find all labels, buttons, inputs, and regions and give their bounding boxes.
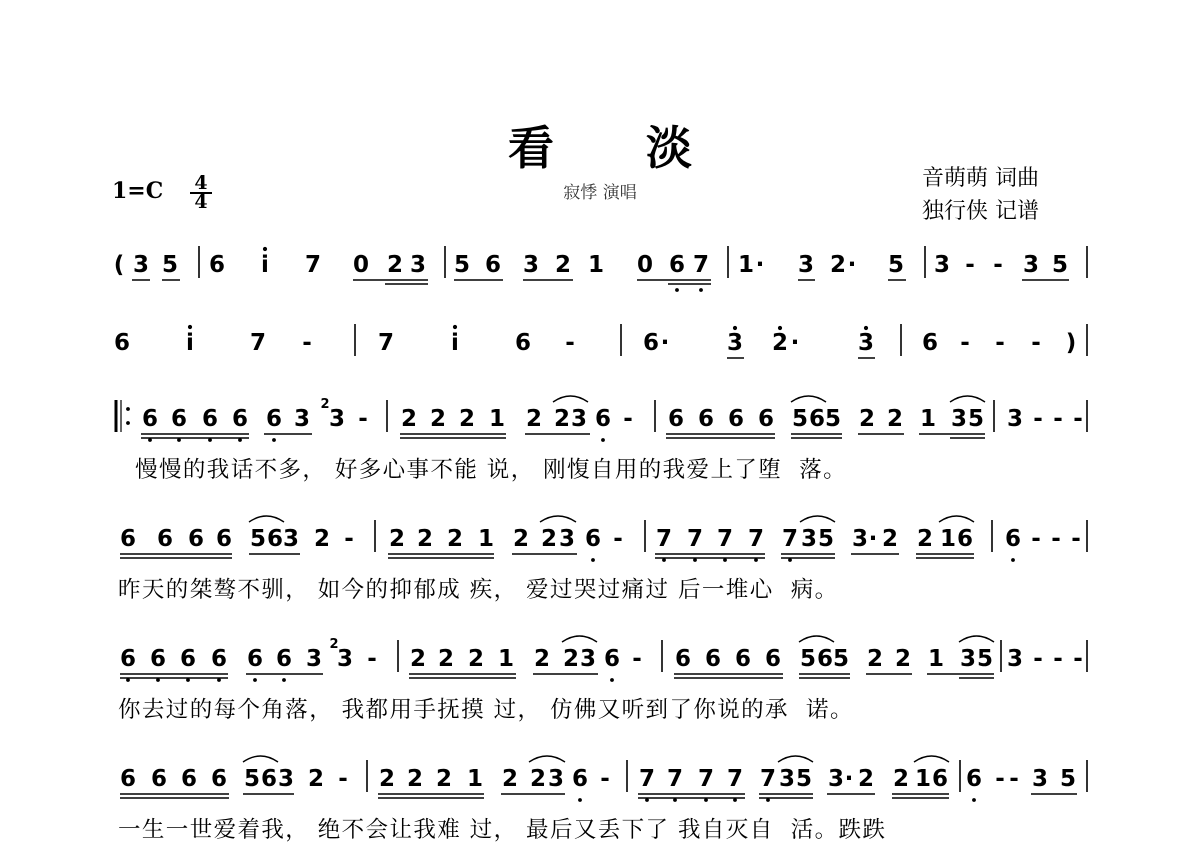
- note: 5: [976, 646, 994, 672]
- note: 2: [409, 646, 427, 672]
- octave-dot-below: [610, 678, 614, 682]
- note: 2: [540, 526, 558, 552]
- note: 6: [210, 646, 228, 672]
- note: 2: [458, 406, 476, 432]
- note: 2: [533, 646, 551, 672]
- octave-dot-below: [704, 798, 708, 802]
- note: 7: [249, 330, 267, 356]
- note: -: [995, 766, 1005, 792]
- note: 3: [328, 406, 346, 432]
- octave-dot-below: [186, 678, 190, 682]
- note: 5: [824, 406, 842, 432]
- note: 1: [466, 766, 484, 792]
- note: 7: [686, 526, 704, 552]
- octave-dot-below: [693, 558, 697, 562]
- note: 7: [759, 766, 777, 792]
- octave-dot-below: [591, 558, 595, 562]
- octave-dot-below: [754, 558, 758, 562]
- note: 7: [747, 526, 765, 552]
- note: 5: [1059, 766, 1077, 792]
- slur-arc: [959, 636, 994, 642]
- note: -: [1033, 646, 1043, 672]
- note: 6: [571, 766, 589, 792]
- note: 6: [231, 406, 249, 432]
- note: 3: [800, 526, 818, 552]
- octave-dot-above: [733, 326, 737, 330]
- note: 3: [277, 766, 295, 792]
- note: 6: [208, 252, 226, 278]
- note: 2: [892, 766, 910, 792]
- octave-dot-below: [208, 438, 212, 442]
- note: 5: [249, 526, 267, 552]
- lyric-line-2: 昨天的桀骜不驯， 如今的抑郁成 疾， 爱过哭过痛过 后一堆心 病。: [118, 577, 839, 603]
- note: 2: [858, 406, 876, 432]
- note: -: [600, 766, 610, 792]
- note: 6: [764, 646, 782, 672]
- note: 7: [692, 252, 710, 278]
- lyric-line-4: 一生一世爱着我， 绝不会让我难 过， 最后又丢下了 我自灭自 活。跌跌: [118, 817, 887, 843]
- note: 5: [817, 526, 835, 552]
- slur-arc: [529, 756, 565, 762]
- note: -: [993, 252, 1003, 278]
- note: 2: [894, 646, 912, 672]
- note: 6: [584, 526, 602, 552]
- note: 6: [668, 252, 686, 278]
- note: 6: [149, 646, 167, 672]
- note: 2: [406, 766, 424, 792]
- octave-dot-above: [453, 325, 457, 329]
- note: -: [1073, 406, 1083, 432]
- note: 5: [799, 646, 817, 672]
- note: 7: [781, 526, 799, 552]
- note: 2: [829, 252, 847, 278]
- key-signature: 1=C: [112, 178, 164, 204]
- note: 3: [1006, 646, 1024, 672]
- note: 6: [727, 406, 745, 432]
- note: 3: [950, 406, 968, 432]
- note: -: [1009, 766, 1019, 792]
- paren-open: (: [113, 252, 125, 278]
- note: 1: [927, 646, 945, 672]
- note: 5: [1051, 252, 1069, 278]
- note: 2: [525, 406, 543, 432]
- note: 6: [603, 646, 621, 672]
- note: 6: [697, 406, 715, 432]
- lyric-line-3: 你去过的每个角落， 我都用手抚摸 过， 仿佛又听到了你说的承 诺。: [118, 697, 854, 723]
- note: 6: [275, 646, 293, 672]
- octave-dot-below: [272, 438, 276, 442]
- note: 6: [180, 766, 198, 792]
- note: 3: [558, 526, 576, 552]
- note: 6: [141, 406, 159, 432]
- note: 7: [666, 766, 684, 792]
- note: 2: [416, 526, 434, 552]
- time-signature: 4 4: [190, 175, 212, 211]
- note: -: [960, 330, 970, 356]
- note: 2: [512, 526, 530, 552]
- note: 2: [529, 766, 547, 792]
- note: 5: [243, 766, 261, 792]
- note: -: [565, 330, 575, 356]
- note: 2: [916, 526, 934, 552]
- note: 6: [704, 646, 722, 672]
- note: 3: [336, 646, 354, 672]
- note: 6: [1004, 526, 1022, 552]
- note: 5: [795, 766, 813, 792]
- note: 5: [791, 406, 809, 432]
- note: 6: [265, 406, 283, 432]
- note: 2: [307, 766, 325, 792]
- slur-arc: [553, 396, 588, 402]
- note: i: [186, 330, 194, 356]
- note: 6: [921, 330, 939, 356]
- note: i: [451, 330, 459, 356]
- note: 2: [388, 526, 406, 552]
- note: 7: [655, 526, 673, 552]
- note: ·: [755, 252, 765, 278]
- note: 7: [697, 766, 715, 792]
- slur-arc: [791, 396, 826, 402]
- note: 6: [667, 406, 685, 432]
- slur-arc: [540, 516, 576, 522]
- song-title: 看 淡: [508, 121, 692, 175]
- octave-dot-below: [723, 558, 727, 562]
- note: 6: [931, 766, 949, 792]
- repeat-dot: [126, 407, 130, 411]
- note: -: [1071, 526, 1081, 552]
- note: -: [358, 406, 368, 432]
- note: 3: [282, 526, 300, 552]
- note: 2: [866, 646, 884, 672]
- note: 2: [501, 766, 519, 792]
- note: 2: [562, 646, 580, 672]
- note: ): [1065, 330, 1077, 356]
- note: ·: [868, 526, 878, 552]
- note: 5: [887, 252, 905, 278]
- repeat-dot: [126, 421, 130, 425]
- octave-dot-above: [263, 247, 267, 251]
- slur-arc: [243, 756, 278, 762]
- note: 2: [554, 252, 572, 278]
- note: 2: [437, 646, 455, 672]
- note: 6: [594, 406, 612, 432]
- note: 6: [674, 646, 692, 672]
- note: 3: [579, 646, 597, 672]
- note: -: [1033, 406, 1043, 432]
- octave-dot-above: [864, 326, 868, 330]
- octave-dot-below: [601, 438, 605, 442]
- note: 3: [726, 330, 744, 356]
- note: 2: [467, 646, 485, 672]
- note: ·: [790, 330, 800, 356]
- note: 1: [477, 526, 495, 552]
- octave-dot-below: [733, 798, 737, 802]
- note: 5: [832, 646, 850, 672]
- note: 1: [737, 252, 755, 278]
- note: 2: [378, 766, 396, 792]
- note: 5: [453, 252, 471, 278]
- note: 1: [497, 646, 515, 672]
- note: ·: [660, 330, 670, 356]
- slur-arc: [249, 516, 284, 522]
- note: 3: [827, 766, 845, 792]
- note: 3: [1022, 252, 1040, 278]
- note: 6: [179, 646, 197, 672]
- note: 6: [215, 526, 233, 552]
- note: ·: [844, 766, 854, 792]
- note: 3: [293, 406, 311, 432]
- note: 6: [734, 646, 752, 672]
- note: 7: [716, 526, 734, 552]
- note: 1: [919, 406, 937, 432]
- note: 6: [156, 526, 174, 552]
- note: 2: [400, 406, 418, 432]
- octave-dot-below: [662, 558, 666, 562]
- grace-note: 2: [320, 397, 330, 412]
- note: 2: [771, 330, 789, 356]
- note: 6: [642, 330, 660, 356]
- note: 6: [514, 330, 532, 356]
- note: 3: [857, 330, 875, 356]
- note: 3: [1031, 766, 1049, 792]
- note: -: [367, 646, 377, 672]
- octave-dot-below: [126, 678, 130, 682]
- note: -: [613, 526, 623, 552]
- note: 7: [377, 330, 395, 356]
- note: 3: [570, 406, 588, 432]
- octave-dot-below: [148, 438, 152, 442]
- octave-dot-below: [578, 798, 582, 802]
- note: 6: [266, 526, 284, 552]
- note: 6: [119, 646, 137, 672]
- note: 3: [522, 252, 540, 278]
- note: 2: [386, 252, 404, 278]
- slur-arc: [800, 516, 835, 522]
- note: 0: [636, 252, 654, 278]
- note: 6: [113, 330, 131, 356]
- octave-dot-below: [1011, 558, 1015, 562]
- note: -: [338, 766, 348, 792]
- octave-dot-below: [253, 678, 257, 682]
- note: -: [623, 406, 633, 432]
- note: 6: [965, 766, 983, 792]
- note: 3: [1006, 406, 1024, 432]
- note: 6: [210, 766, 228, 792]
- octave-dot-below: [788, 558, 792, 562]
- octave-dot-below: [972, 798, 976, 802]
- note: 2: [553, 406, 571, 432]
- note: -: [302, 330, 312, 356]
- slur-arc: [939, 516, 974, 522]
- note: 6: [187, 526, 205, 552]
- slur-arc: [799, 636, 834, 642]
- octave-dot-above: [778, 326, 782, 330]
- note: 3: [778, 766, 796, 792]
- note: 3: [933, 252, 951, 278]
- note: -: [632, 646, 642, 672]
- note: 3: [305, 646, 323, 672]
- octave-dot-below: [766, 798, 770, 802]
- note: 6: [816, 646, 834, 672]
- note: 7: [304, 252, 322, 278]
- note: 1: [587, 252, 605, 278]
- note: 3: [959, 646, 977, 672]
- note: 6: [150, 766, 168, 792]
- note: 2: [313, 526, 331, 552]
- octave-dot-below: [673, 798, 677, 802]
- note: 3: [797, 252, 815, 278]
- note: 5: [161, 252, 179, 278]
- note: 3: [851, 526, 869, 552]
- note: -: [1051, 526, 1061, 552]
- note: -: [1031, 526, 1041, 552]
- octave-dot-below: [238, 438, 242, 442]
- note: 5: [967, 406, 985, 432]
- octave-dot-below: [177, 438, 181, 442]
- note: 6: [260, 766, 278, 792]
- note: -: [965, 252, 975, 278]
- octave-dot-below: [675, 288, 679, 292]
- octave-dot-below: [156, 678, 160, 682]
- note: 6: [119, 526, 137, 552]
- octave-dot-below: [645, 798, 649, 802]
- note: 6: [246, 646, 264, 672]
- note: 1: [914, 766, 932, 792]
- octave-dot-below: [217, 678, 221, 682]
- note: 6: [201, 406, 219, 432]
- grace-note: 2: [329, 637, 339, 652]
- note: 2: [429, 406, 447, 432]
- slur-arc: [778, 756, 813, 762]
- composer-credit: 音萌萌 词曲: [922, 166, 1039, 191]
- note: 6: [170, 406, 188, 432]
- note: -: [1073, 646, 1083, 672]
- octave-dot-below: [282, 678, 286, 682]
- note: 0: [352, 252, 370, 278]
- octave-dot-above: [188, 325, 192, 329]
- slur-arc: [562, 636, 597, 642]
- note: i: [261, 252, 269, 278]
- note: 6: [119, 766, 137, 792]
- note: 2: [881, 526, 899, 552]
- note: 2: [857, 766, 875, 792]
- note: -: [1053, 646, 1063, 672]
- transcriber-credit: 独行侠 记谱: [922, 199, 1039, 224]
- note: 3: [132, 252, 150, 278]
- note: -: [995, 330, 1005, 356]
- slur-arc: [914, 756, 949, 762]
- octave-dot-below: [699, 288, 703, 292]
- note: 2: [446, 526, 464, 552]
- note: 7: [638, 766, 656, 792]
- note: 6: [757, 406, 775, 432]
- lyric-line-1: 慢慢的我话不多， 好多心事不能 说， 刚愎自用的我爱上了堕 落。: [118, 457, 848, 483]
- note: 2: [435, 766, 453, 792]
- note: 3: [409, 252, 427, 278]
- note: ·: [847, 252, 857, 278]
- note: 6: [484, 252, 502, 278]
- note: -: [344, 526, 354, 552]
- note: 2: [886, 406, 904, 432]
- note: 1: [488, 406, 506, 432]
- slur-arc: [950, 396, 985, 402]
- note: -: [1031, 330, 1041, 356]
- note: 6: [808, 406, 826, 432]
- note: 3: [547, 766, 565, 792]
- note: 1: [939, 526, 957, 552]
- note: -: [1053, 406, 1063, 432]
- performer-credit: 寂悸 演唱: [563, 183, 637, 203]
- note: 6: [956, 526, 974, 552]
- note: 7: [726, 766, 744, 792]
